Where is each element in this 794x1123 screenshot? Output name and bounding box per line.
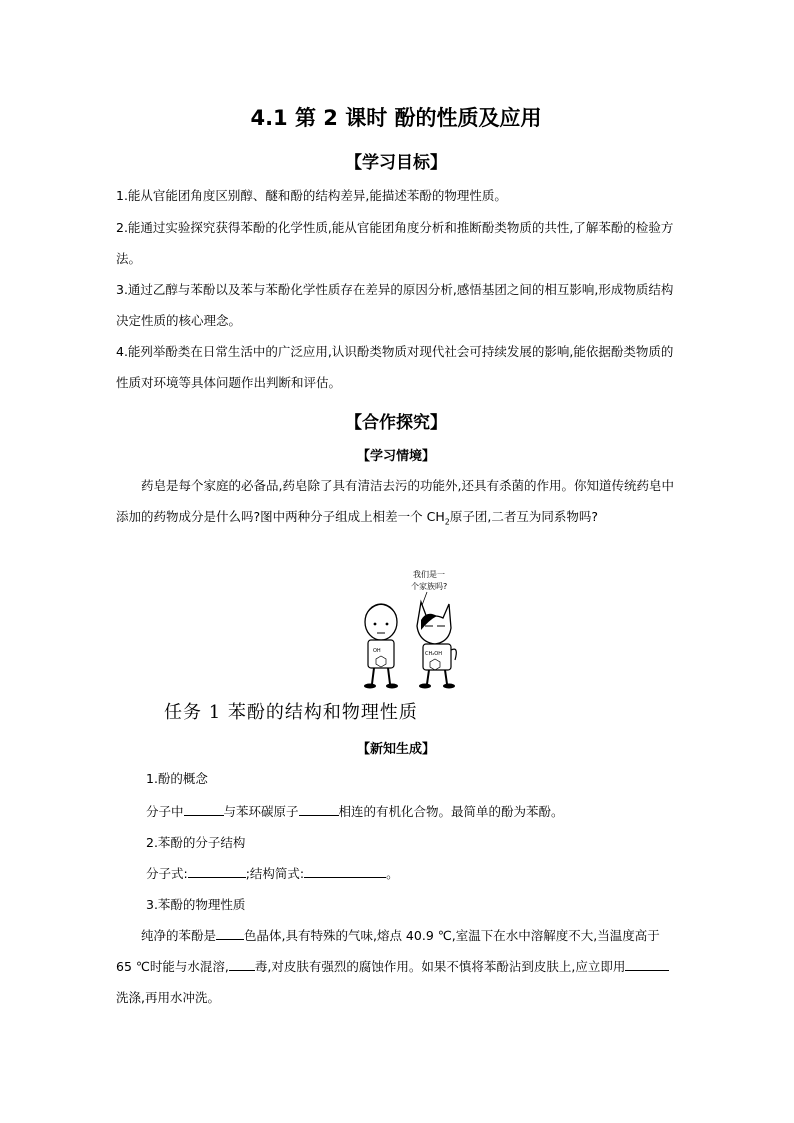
blank-connection[interactable] xyxy=(299,803,339,816)
situation-text-1: 药皂是每个家庭的必备品,药皂除了具有清洁去污的功能外,还具有杀菌的作用。你知道传统药皂中添加的药物成分是什么吗?图中两种分子组成上相差一个 CH xyxy=(116,478,674,524)
new-knowledge-heading: 【新知生成】 xyxy=(356,742,435,757)
objective-2: 2.能通过实验探究获得苯酚的化学性质,能从官能团角度分析和推断酚类物质的共性,了解苯酚的检验方法。 xyxy=(116,220,674,266)
concept-b: 与苯环碳原子 xyxy=(223,804,299,819)
structure-line xyxy=(146,864,399,882)
objective-4: 4.能列举酚类在日常生活中的广泛应用,认识酚类物质对现代社会可持续发展的影响,能依据酚类物质的性质对环境等具体问题作出判断和评估。 xyxy=(116,344,674,390)
right-shirt-label: CH₂OH xyxy=(425,651,442,657)
physical-heading: 3.苯酚的物理性质 xyxy=(146,897,246,912)
cartoon-speech-1: 我们是一 xyxy=(413,570,445,579)
blank-group[interactable] xyxy=(184,803,224,816)
cooperation-heading: 【合作探究】 xyxy=(345,413,447,433)
concept-line xyxy=(146,802,564,820)
situation-text-2: 原子团,二者互为同系物吗? xyxy=(449,509,598,524)
physical-b: 色晶体,具有特殊的气味,熔点 40.9 ℃,室温下在水中溶解度不大,当温度高于 65 ℃时能与水混溶, xyxy=(116,928,660,974)
blank-toxic[interactable] xyxy=(229,958,255,971)
situation-heading: 【学习情境】 xyxy=(356,449,435,464)
cartoon-image xyxy=(355,560,485,690)
left-shirt-label: OH xyxy=(373,648,381,654)
struct-label: ;结构简式: xyxy=(245,866,305,881)
objective-1: 1.能从官能团角度区别醇、醚和酚的结构差异,能描述苯酚的物理性质。 xyxy=(116,188,507,203)
structure-heading: 2.苯酚的分子结构 xyxy=(146,835,246,850)
objectives-heading: 【学习目标】 xyxy=(345,153,447,173)
objective-3: 3.通过乙醇与苯酚以及苯与苯酚化学性质存在差异的原因分析,感悟基团之间的相互影响,形成物质结构决定性质的核心理念。 xyxy=(116,282,674,328)
blank-structure[interactable] xyxy=(304,865,386,878)
page-title: 4.1 第 2 课时 酚的性质及应用 xyxy=(250,106,542,130)
physical-a: 纯净的苯酚是 xyxy=(141,928,217,943)
cartoon-speech-2: 个家族吗? xyxy=(411,582,448,591)
struct-end: 。 xyxy=(386,866,399,881)
concept-c: 相连的有机化合物。最简单的酚为苯酚。 xyxy=(338,804,564,819)
physical-c: 毒,对皮肤有强烈的腐蚀作用。如果不慎将苯酚沾到皮肤上,应立即用 xyxy=(254,959,626,974)
formula-label: 分子式: xyxy=(146,866,188,881)
physical-d: 洗涤,再用水冲洗。 xyxy=(116,990,220,1005)
task1-title: 任务 1 苯酚的结构和物理性质 xyxy=(164,702,418,723)
blank-formula[interactable] xyxy=(188,865,246,878)
situation-text xyxy=(116,470,678,538)
blank-color[interactable] xyxy=(216,927,244,940)
concept-a: 分子中 xyxy=(146,804,184,819)
blank-wash[interactable] xyxy=(625,958,669,971)
concept-heading: 1.酚的概念 xyxy=(146,771,208,786)
physical-text xyxy=(116,920,678,1013)
situation-sub: 2 xyxy=(444,517,450,527)
